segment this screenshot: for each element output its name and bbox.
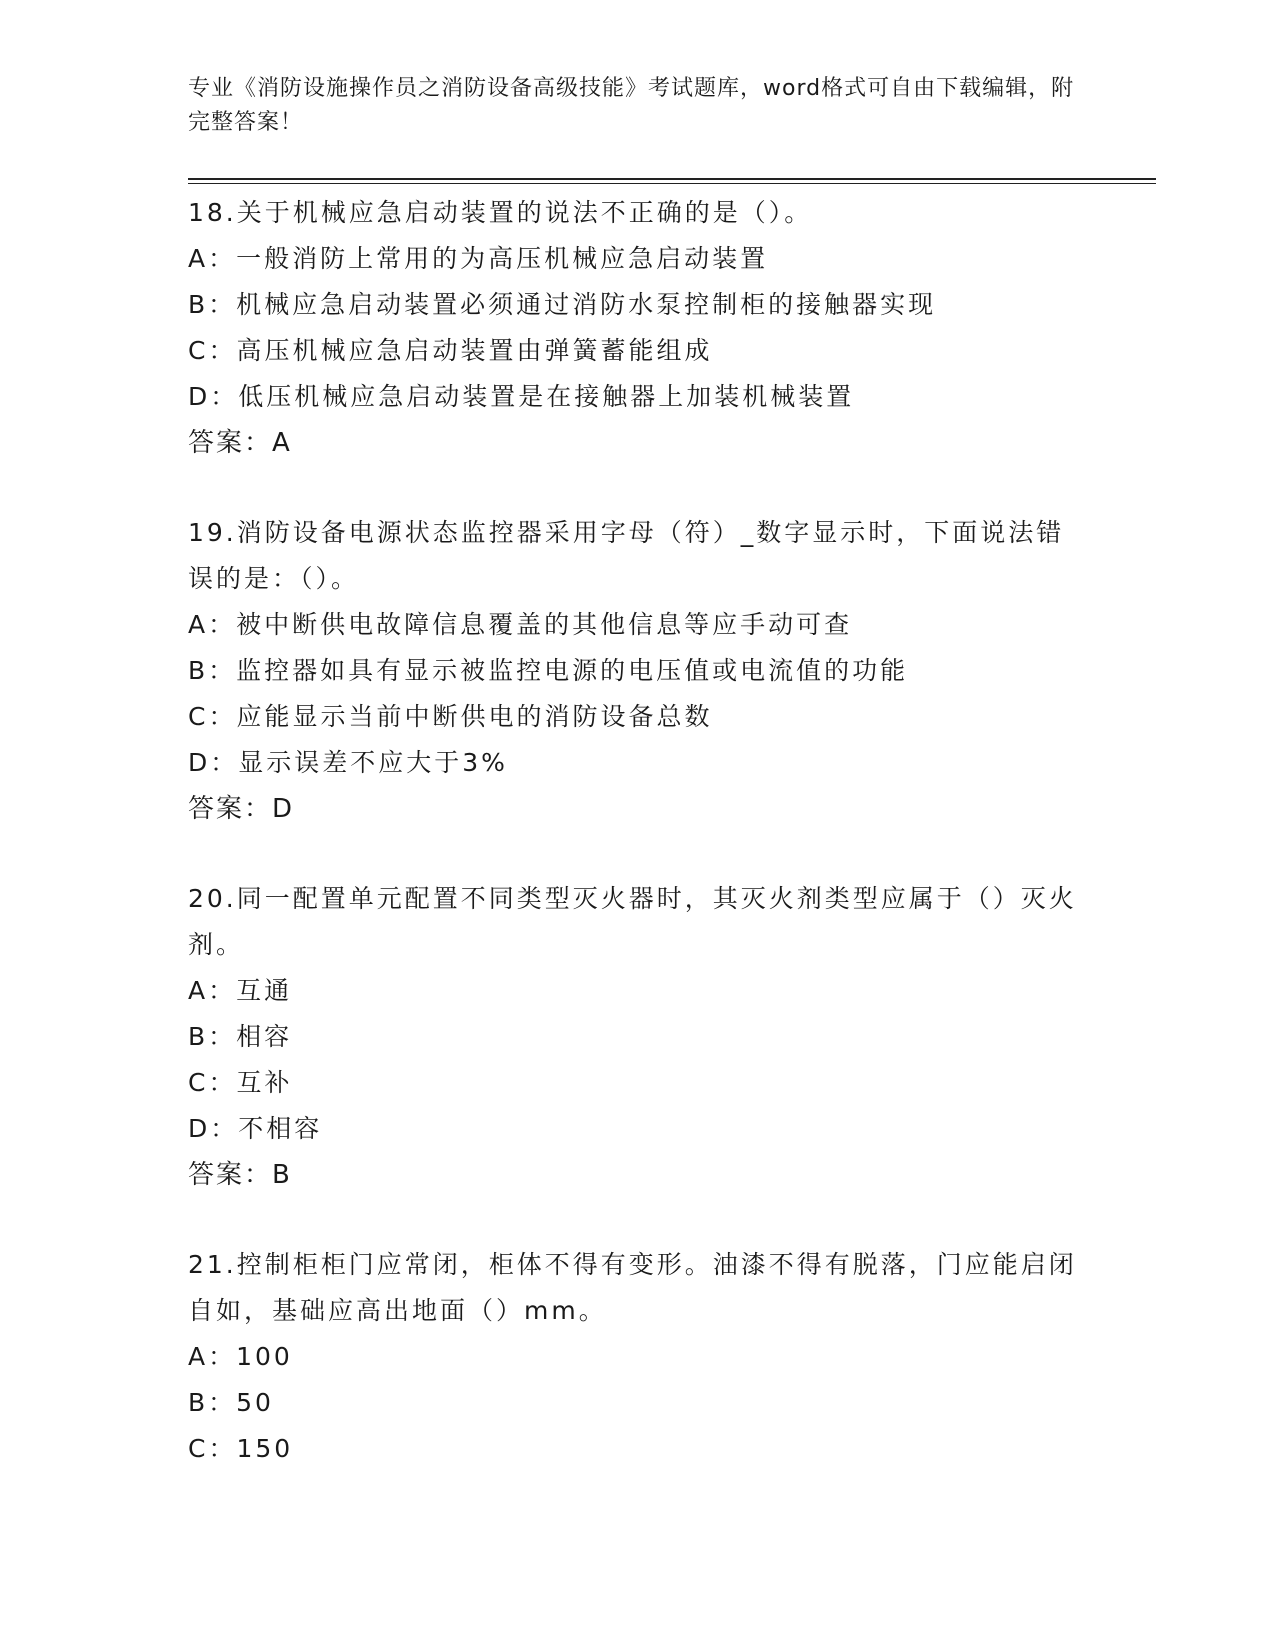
question-stem: 20.同一配置单元配置不同类型灭火器时，其灭火剂类型应属于（）灭火剂。 bbox=[188, 884, 1077, 959]
question-19 bbox=[188, 510, 1088, 832]
option-d: D：不相容 bbox=[188, 1114, 323, 1143]
question-18 bbox=[188, 190, 1088, 466]
answer: 答案：A bbox=[188, 428, 292, 458]
question-list bbox=[188, 190, 1088, 1516]
option-a: A：互通 bbox=[188, 976, 293, 1005]
answer: 答案：D bbox=[188, 794, 295, 824]
option-a: A：被中断供电故障信息覆盖的其他信息等应手动可查 bbox=[188, 610, 853, 639]
document-header: 专业《消防设施操作员之消防设备高级技能》考试题库，word格式可自由下载编辑，附完整答案！ bbox=[188, 76, 1075, 135]
option-b: B：机械应急启动装置必须通过消防水泵控制柜的接触器实现 bbox=[188, 290, 937, 319]
option-b: B：监控器如具有显示被监控电源的电压值或电流值的功能 bbox=[188, 656, 909, 685]
option-c: C：互补 bbox=[188, 1068, 293, 1097]
answer: 答案：B bbox=[188, 1160, 292, 1190]
header-rule-thick bbox=[188, 178, 1156, 180]
question-21 bbox=[188, 1242, 1088, 1472]
option-c: C：高压机械应急启动装置由弹簧蓄能组成 bbox=[188, 336, 713, 365]
option-b: B：50 bbox=[188, 1388, 274, 1417]
option-c: C：应能显示当前中断供电的消防设备总数 bbox=[188, 702, 713, 731]
question-stem: 19.消防设备电源状态监控器采用字母（符）_数字显示时，下面说法错误的是：（）。 bbox=[188, 518, 1065, 593]
option-b: B：相容 bbox=[188, 1022, 293, 1051]
option-a: A：100 bbox=[188, 1342, 293, 1371]
option-c: C：150 bbox=[188, 1434, 294, 1463]
question-stem: 18.关于机械应急启动装置的说法不正确的是（）。 bbox=[188, 198, 813, 227]
question-20 bbox=[188, 876, 1088, 1198]
header-rule-thin bbox=[188, 183, 1156, 184]
option-a: A：一般消防上常用的为高压机械应急启动装置 bbox=[188, 244, 769, 273]
option-d: D：低压机械应急启动装置是在接触器上加装机械装置 bbox=[188, 382, 855, 411]
question-stem: 21.控制柜柜门应常闭，柜体不得有变形。油漆不得有脱落，门应能启闭自如，基础应高出地面（）mm。 bbox=[188, 1250, 1077, 1325]
option-d: D：显示误差不应大于3% bbox=[188, 748, 508, 777]
